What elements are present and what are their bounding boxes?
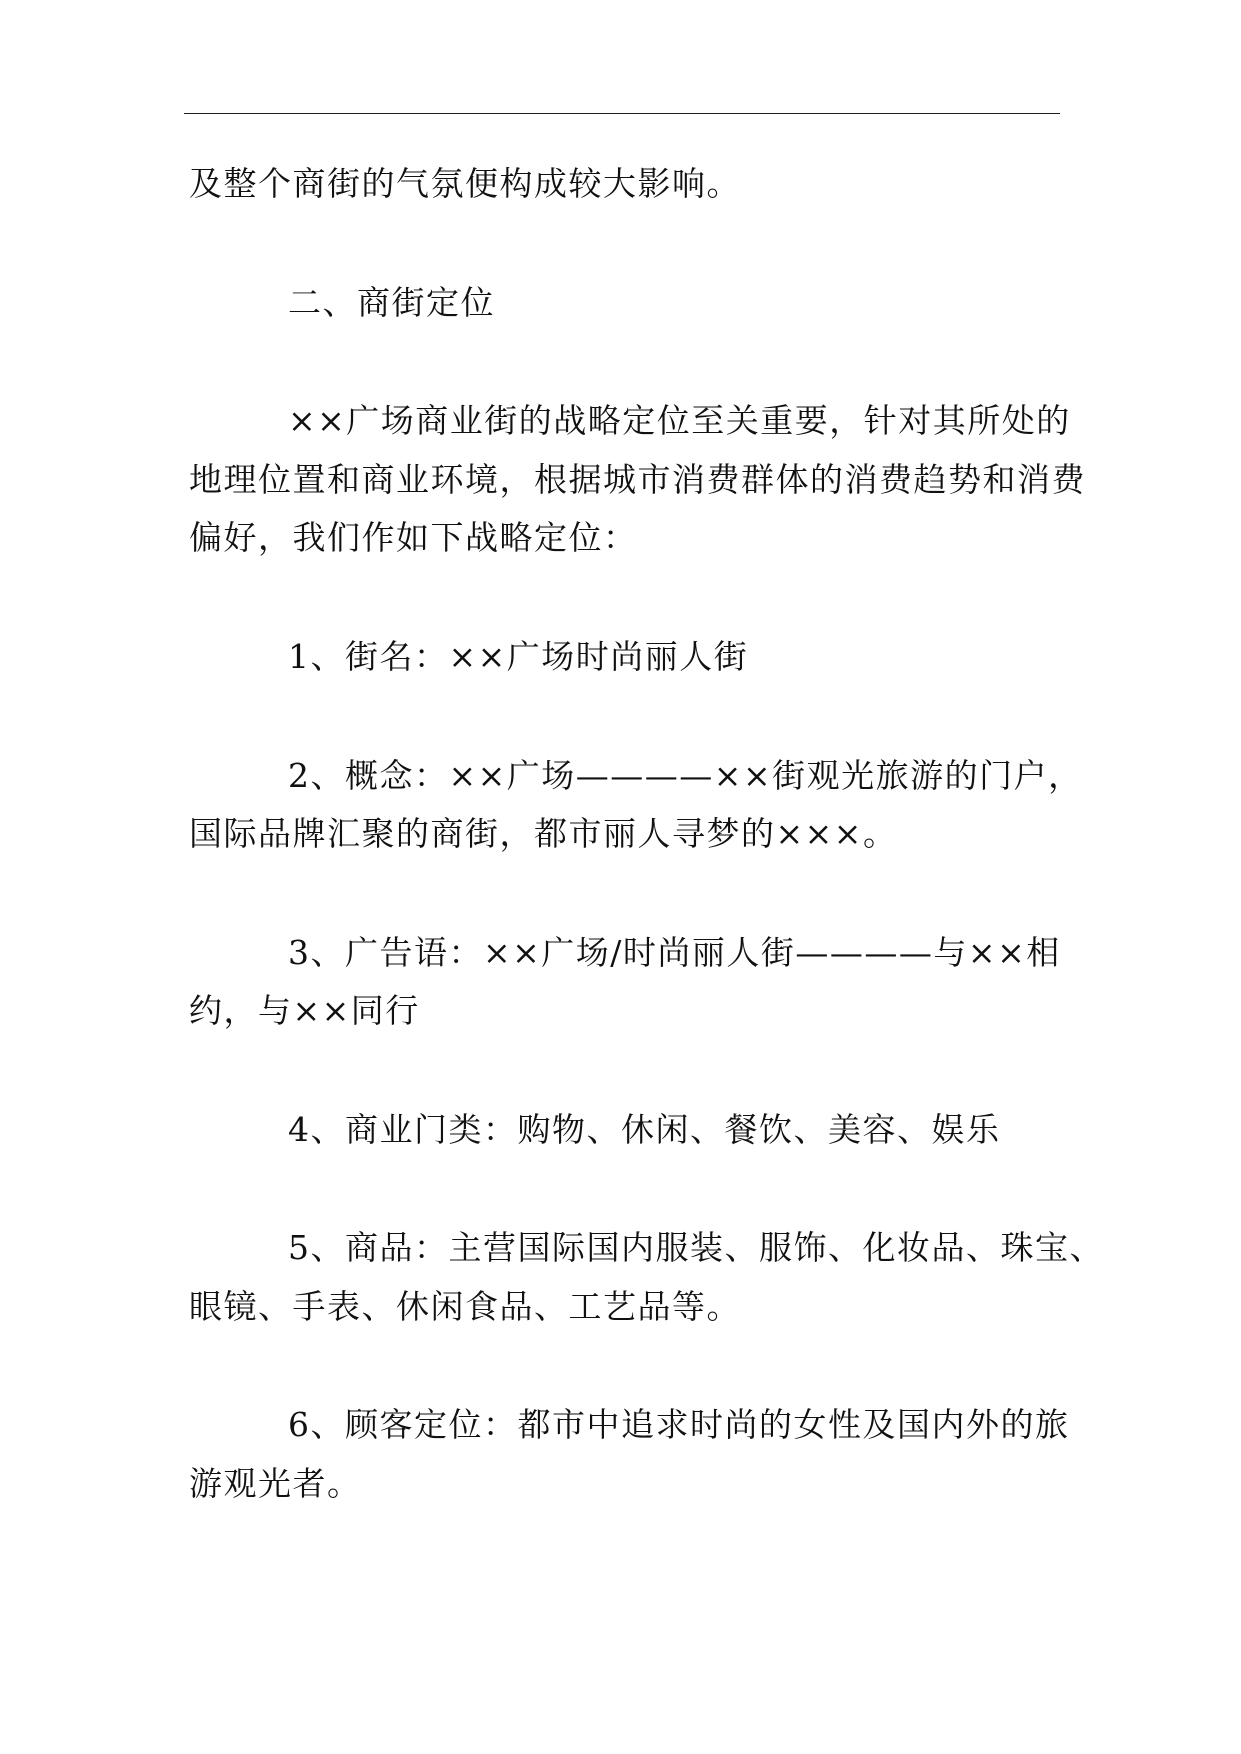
list-item: 1、街名：××广场时尚丽人街 bbox=[288, 637, 749, 676]
header-rule bbox=[184, 113, 1060, 114]
paragraph-line: 国际品牌汇聚的商街，都市丽人寻梦的×××。 bbox=[189, 814, 898, 853]
paragraph-line: 偏好，我们作如下战略定位： bbox=[189, 518, 638, 557]
paragraph-line: 游观光者。 bbox=[189, 1464, 362, 1503]
paragraph-line: 眼镜、手表、休闲食品、工艺品等。 bbox=[189, 1287, 741, 1326]
list-item: 6、顾客定位：都市中追求时尚的女性及国内外的旅 bbox=[288, 1405, 1070, 1444]
list-item: 4、商业门类：购物、休闲、餐饮、美容、娱乐 bbox=[288, 1110, 1001, 1149]
list-item: 3、广告语：××广场/时尚丽人街————与××相 bbox=[288, 933, 1061, 972]
list-item: 5、商品：主营国际国内服装、服饰、化妆品、珠宝、 bbox=[288, 1228, 1104, 1267]
paragraph-line: 及整个商街的气氛便构成较大影响。 bbox=[189, 164, 741, 203]
paragraph-line: 约，与××同行 bbox=[189, 991, 420, 1030]
list-item: 2、概念：××广场————××街观光旅游的门户， bbox=[288, 756, 1083, 795]
section-heading: 二、商街定位 bbox=[288, 283, 495, 322]
paragraph-line: 地理位置和商业环境，根据城市消费群体的消费趋势和消费 bbox=[189, 460, 1086, 499]
paragraph-line: ××广场商业街的战略定位至关重要，针对其所处的 bbox=[288, 401, 1071, 440]
